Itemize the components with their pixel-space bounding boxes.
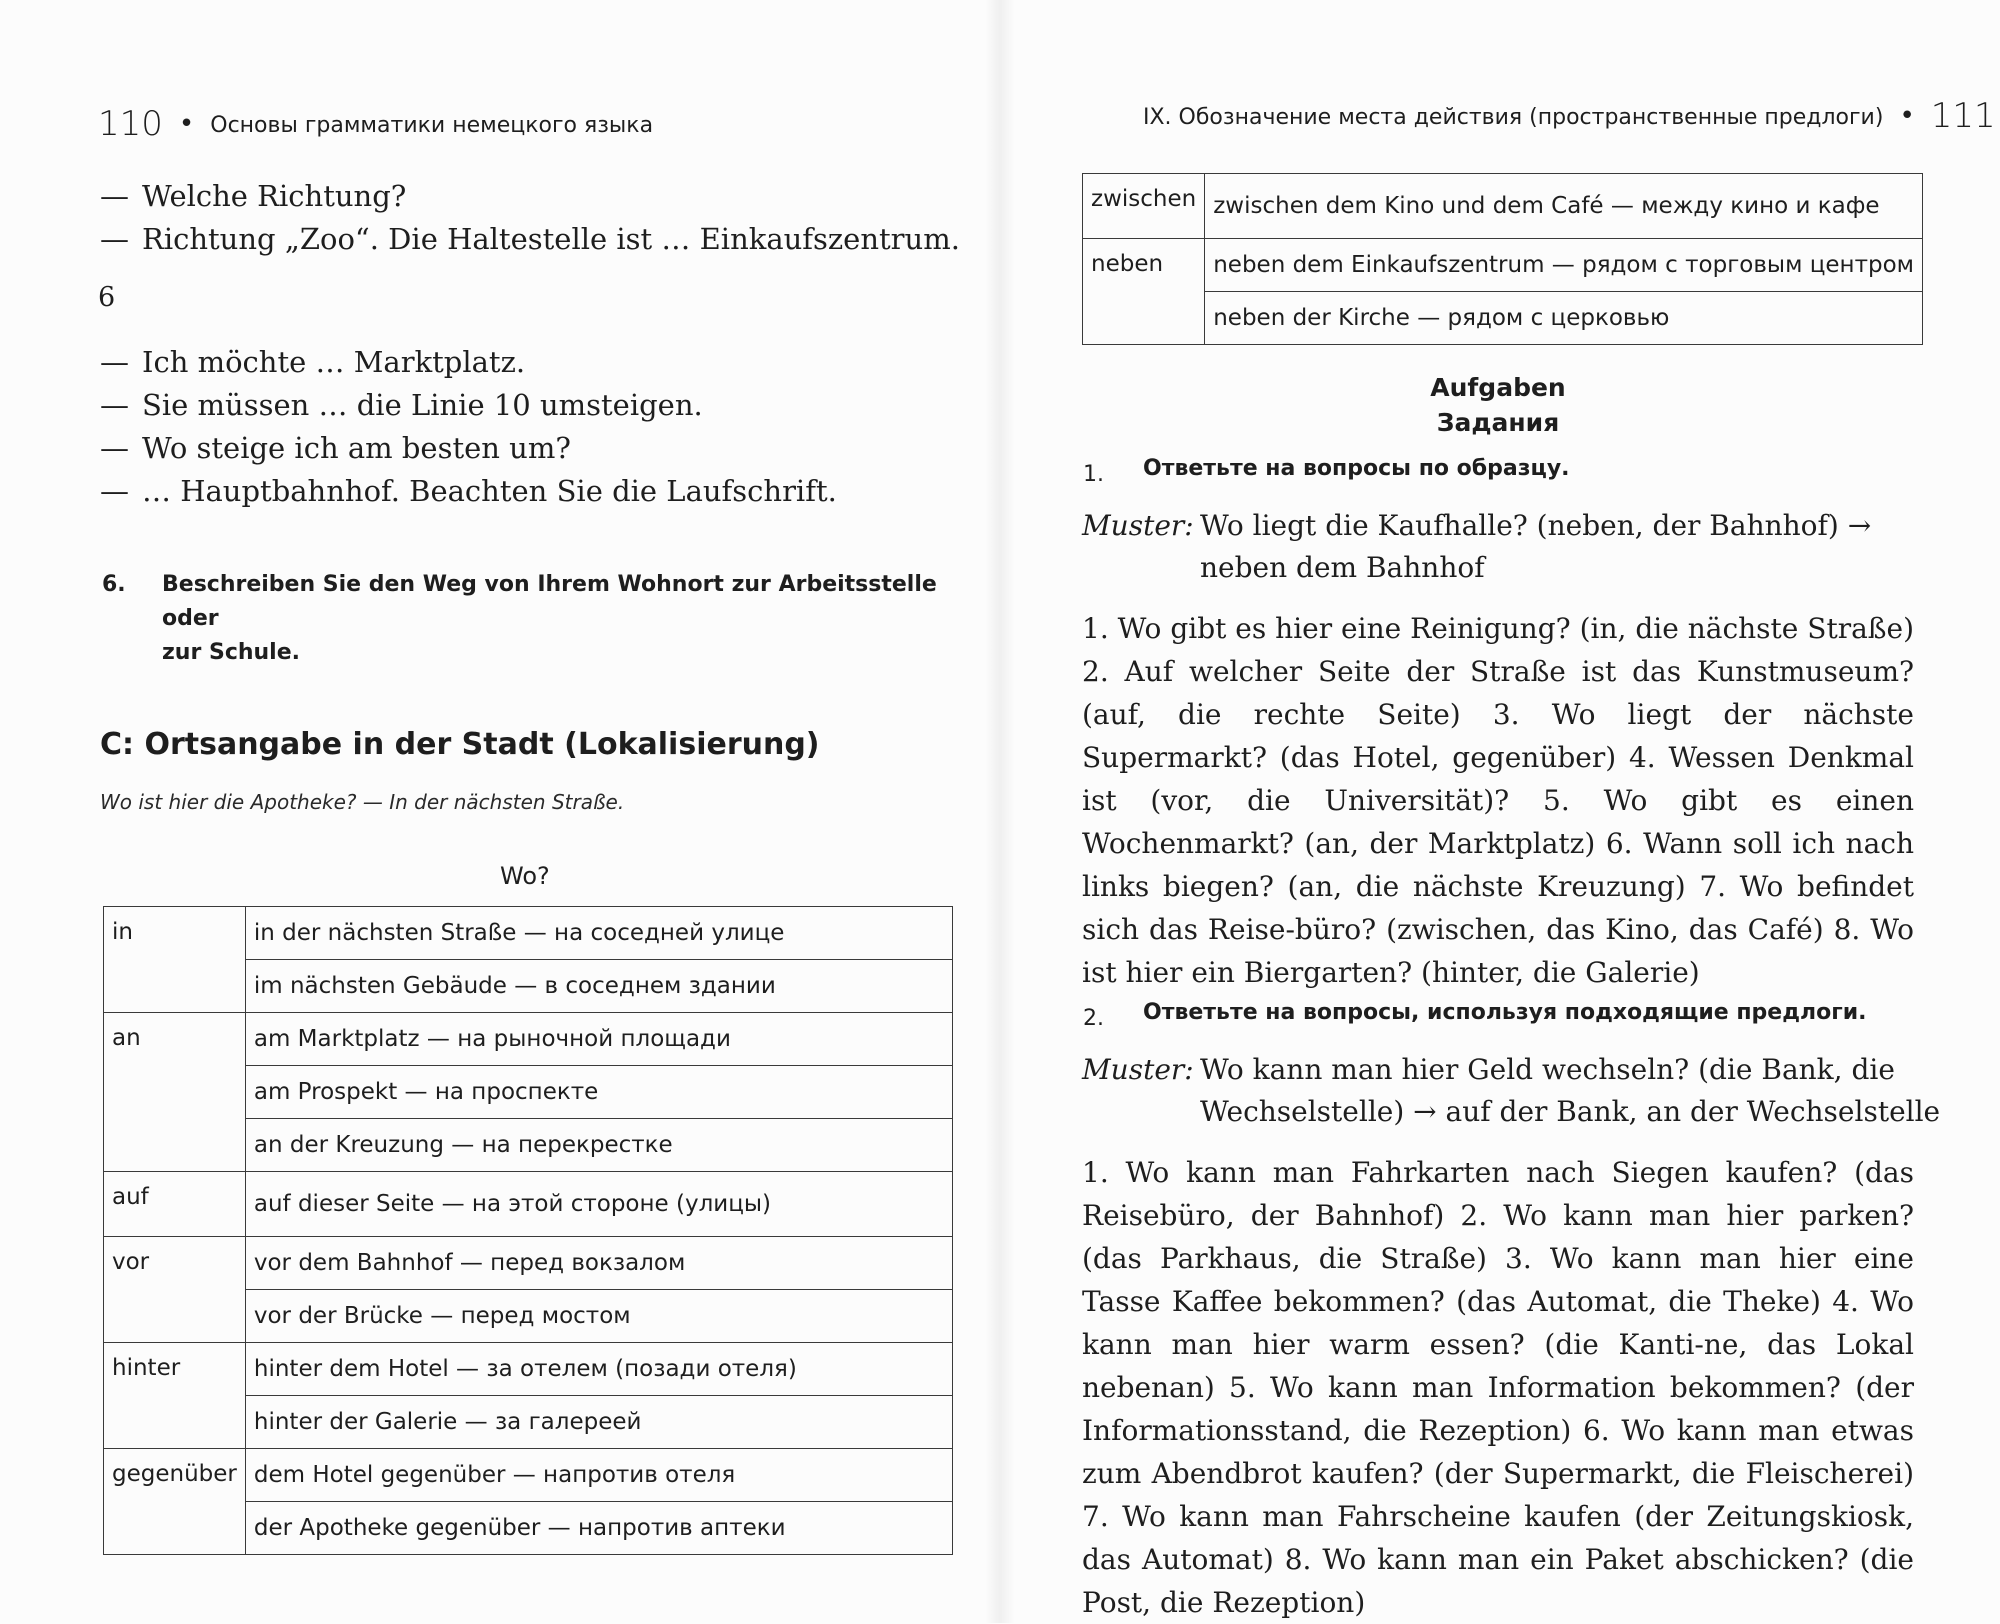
dialog-line-text: Wo steige ich am besten um? xyxy=(142,431,571,465)
table-row xyxy=(104,1172,953,1237)
table-row xyxy=(104,1343,953,1396)
bullet-separator: • xyxy=(178,109,195,139)
example-cell: zwischen dem Kino und dem Café — между кино и кафе xyxy=(1205,174,1923,239)
preposition-cell: auf xyxy=(104,1172,246,1237)
example-cell: am Marktplatz — на рыночной площади xyxy=(245,1013,952,1066)
task-title: Ответьте на вопросы, используя подходящие предлоги. xyxy=(1143,1000,1867,1025)
preposition-cell: in xyxy=(104,907,246,1013)
table-row xyxy=(1083,239,1923,292)
bullet-separator: • xyxy=(1899,101,1915,131)
dialog-line-text: Sie müssen … die Linie 10 umsteigen. xyxy=(142,388,703,422)
dialog-line: — Wo steige ich am besten um? xyxy=(100,427,960,470)
muster-line: Wechselstelle) → auf der Bank, an der Wechselstelle xyxy=(1200,1095,1941,1128)
section-example: Wo ist hier die Apotheke? — In der nächsten Straße. xyxy=(100,790,625,814)
muster-label: Muster: xyxy=(1082,1053,1194,1086)
muster-label: Muster: xyxy=(1082,509,1194,542)
example-cell: vor dem Bahnhof — перед вокзалом xyxy=(245,1237,952,1290)
example-cell: am Prospekt — на проспекте xyxy=(245,1066,952,1119)
dialog-line-text: Ich möchte … Marktplatz. xyxy=(142,345,526,379)
task-number: 1. xyxy=(1083,462,1104,487)
example-cell: in der nächsten Straße — на соседней улице xyxy=(245,907,952,960)
dialog-part-2 xyxy=(100,341,960,513)
preposition-cell: gegenüber xyxy=(104,1449,246,1555)
task-2-heading xyxy=(1083,996,1963,1030)
example-cell: im nächsten Gebäude — в соседнем здании xyxy=(245,960,952,1013)
dialog-line: — Ich möchte … Marktplatz. xyxy=(100,341,960,384)
example-cell: hinter der Galerie — за галереей xyxy=(245,1396,952,1449)
task-number: 6. xyxy=(102,572,126,597)
table-row xyxy=(1083,292,1923,345)
heading-aufgaben: Aufgaben xyxy=(1430,373,1566,402)
table-row xyxy=(104,1013,953,1066)
task-title: Ответьте на вопросы по образцу. xyxy=(1143,456,1570,481)
left-running-head xyxy=(98,104,653,144)
right-running-head xyxy=(1143,96,1996,136)
table-row xyxy=(104,907,953,960)
example-cell: auf dieser Seite — на этой стороне (улицы) xyxy=(245,1172,952,1237)
example-cell: neben dem Einkaufszentrum — рядом с торговым центром xyxy=(1205,239,1923,292)
dialog-line: — … Hauptbahnhof. Beachten Sie die Laufschrift. xyxy=(100,470,960,513)
page-number-left: 110 xyxy=(98,104,163,144)
example-cell: vor der Brücke — перед мостом xyxy=(245,1290,952,1343)
dialog-line: — Richtung „Zoo“. Die Haltestelle ist … Einkaufszentrum. xyxy=(100,218,960,261)
preposition-cell: vor xyxy=(104,1237,246,1343)
dialog-line-text: Welche Richtung? xyxy=(142,179,407,213)
table-row xyxy=(104,1237,953,1290)
preposition-table-continued xyxy=(1082,173,1923,345)
muster-line: Wo liegt die Kaufhalle? (neben, der Bahnhof) → xyxy=(1200,509,1872,542)
dialog-line-text: Richtung „Zoo“. Die Haltestelle ist … Einkaufszentrum. xyxy=(142,222,960,256)
preposition-table xyxy=(103,906,953,1555)
task-2-muster xyxy=(1082,1049,1942,1133)
preposition-cell: zwischen xyxy=(1083,174,1205,239)
example-cell: hinter dem Hotel — за отелем (позади отеля) xyxy=(245,1343,952,1396)
left-running-title: Основы грамматики немецкого языка xyxy=(210,113,654,138)
example-cell: neben der Kirche — рядом с церковью xyxy=(1205,292,1923,345)
task-1-heading xyxy=(1083,452,1963,486)
table-caption: Wo? xyxy=(500,862,550,890)
muster-line: Wo kann man hier Geld wechseln? (die Bank, die xyxy=(1200,1053,1895,1086)
table-row xyxy=(1083,174,1923,239)
preposition-cell: hinter xyxy=(104,1343,246,1449)
dialog-part-1 xyxy=(100,175,960,261)
right-running-title: IX. Обозначение места действия (пространственные предлоги) xyxy=(1143,105,1884,130)
left-page xyxy=(0,0,1000,1623)
table-row xyxy=(104,1449,953,1502)
task-6 xyxy=(102,568,982,670)
example-cell: dem Hotel gegenüber — напротив отеля xyxy=(245,1449,952,1502)
muster-line: neben dem Bahnhof xyxy=(1200,551,1485,584)
example-cell: an der Kreuzung — на перекрестке xyxy=(245,1119,952,1172)
task-1-muster xyxy=(1082,505,1942,589)
heading-zadaniya: Задания xyxy=(1436,408,1560,437)
section-heading: C: Ortsangabe in der Stadt (Lokalisierung) xyxy=(100,727,820,762)
task-text-line: zur Schule. xyxy=(162,640,301,665)
task-number: 2. xyxy=(1083,1006,1104,1031)
dialog-line: — Welche Richtung? xyxy=(100,175,960,218)
task-1-exercise: 1. Wo gibt es hier eine Reinigung? (in, die nächste Straße) 2. Auf welcher Seite der Straße ist das Kunstmuseum? (auf, die rechte Seite) 3. Wo liegt der nächste Supermarkt? (das Hotel, gegenüber) 4. Wessen Denkmal ist (vor, die Universität)? 5. Wo gibt es einen Wochenmarkt? (an, der Marktplatz) 6. Wann soll ich nach links biegen? (an, die nächste Kreuzung) 7. Wo befindet sich das Reise-büro? (zwischen, das Kino, das Café) 8. Wo ist hier ein Biergarten? (hinter, die Galerie) xyxy=(1082,612,1914,989)
dialog-line: — Sie müssen … die Linie 10 umsteigen. xyxy=(100,384,960,427)
task-2-exercise: 1. Wo kann man Fahrkarten nach Siegen kaufen? (das Reisebüro, der Bahnhof) 2. Wo kann man hier parken? (das Parkhaus, die Straße) 3. Wo kann man hier eine Tasse Kaffee bekommen? (das Automat, die Theke) 4. Wo kann man hier warm essen? (die Kanti-ne, das Lokal nebenan) 5. Wo kann man Information bekommen? (der Informationsstand, die Rezeption) 6. Wo kann man etwas zum Abendbrot kaufen? (der Supermarkt, die Fleischerei) 7. Wo kann man Fahrscheine kaufen (der Zeitungskiosk, das Automat) 8. Wo kann man ein Paket abschicken? (die Post, die Rezeption) xyxy=(1082,1156,1914,1619)
preposition-cell: an xyxy=(104,1013,246,1172)
dialog-number: 6 xyxy=(98,282,116,313)
page-number-right: 111 xyxy=(1930,96,1996,136)
dialog-line-text: … Hauptbahnhof. Beachten Sie die Laufschrift. xyxy=(142,474,837,508)
task-text-line: Beschreiben Sie den Weg von Ihrem Wohnort zur Arbeitsstelle oder xyxy=(162,572,937,631)
example-cell: der Apotheke gegenüber — напротив аптеки xyxy=(245,1502,952,1555)
preposition-cell: neben xyxy=(1083,239,1205,345)
